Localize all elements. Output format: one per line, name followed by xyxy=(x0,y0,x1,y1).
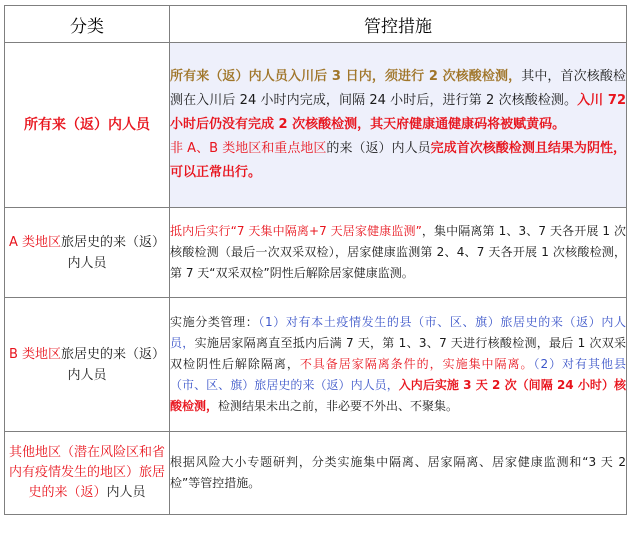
text-segment: 抵内后实行“7 天集中隔离+7 天居家健康监测” xyxy=(170,224,422,238)
header-measures: 管控措施 xyxy=(170,6,627,43)
measures-b-area xyxy=(170,298,627,432)
table-row xyxy=(5,43,627,208)
category-other-area xyxy=(5,432,170,515)
text-segment: （1）对有本土疫情发生的县（市、区、旗）旅居史的来（返）内人员， xyxy=(170,315,626,350)
table-row xyxy=(5,432,627,515)
header-category: 分类 xyxy=(5,6,170,43)
text-segment: 非 A、B 类地区和重点地区 xyxy=(170,141,327,156)
header-row xyxy=(5,6,627,43)
text-segment: 其他地区（潜在风险区和省内有疫情发生的地区）旅居史的来（返） xyxy=(8,445,165,500)
category-b-area xyxy=(5,298,170,432)
text-segment: B 类地区 xyxy=(8,346,62,362)
text-segment: （2）对有其他县（市、区、旗）旅居史的来（返）内人员， xyxy=(170,357,626,392)
measure-paragraph xyxy=(170,65,626,137)
text-segment-emphasis: 入内后实施 3 天 2 次（间隔 24 小时）核酸检测， xyxy=(170,378,626,413)
text-segment: 实施居家隔离直至抵内后满 7 天，第 1、3、7 天进行核酸检测，最后 1 次双采双检阴性后解除隔离， xyxy=(170,336,626,371)
text-segment-emphasis: 须进行 2 次核酸检测， xyxy=(384,69,522,84)
text-segment: 的来（返）内人员 xyxy=(326,141,431,156)
text-segment: 所有来（返）内人员入川后 3 日内， xyxy=(170,69,385,84)
measures-all-arrivals xyxy=(170,43,627,208)
measure-paragraph xyxy=(170,137,626,185)
category-a-area xyxy=(5,208,170,298)
text-segment: 不具备居家隔离条件的，实施集中隔离。 xyxy=(299,357,534,371)
category-all-arrivals: 所有来（返）内人员 xyxy=(5,43,170,208)
measures-other-area: 根据风险大小专题研判，分类实施集中隔离、居家隔离、居家健康监测和“3 天 2 检”等管控措施。 xyxy=(170,432,627,515)
text-segment: ，集中隔离第 1、3、7 天各开展 1 次核酸检测（最后一次双采双检），居家健康监测第 2、4、7 天各开展 1 次核酸检测，第 7 天“双采双检”阴性后解除居家健康监测。 xyxy=(170,224,626,280)
text-segment-warning: 入川 72 小时后仍没有完成 2 次核酸检测，其天府健康通健康码将被赋黄码。 xyxy=(170,93,626,132)
text-segment: 检测结果未出之前，非必要不外出、不聚集。 xyxy=(218,399,459,413)
control-measures-table xyxy=(4,5,627,515)
text-segment: 旅居史的来（返）内人员 xyxy=(61,346,166,383)
table-row xyxy=(5,208,627,298)
text-segment: A 类地区 xyxy=(8,234,61,250)
measures-a-area xyxy=(170,208,627,298)
text-segment: 其中，首次核酸检测在入川后 24 小时内完成，间隔 24 小时后，进行第 2 次核酸检测。 xyxy=(170,69,626,108)
text-segment-emphasis: 完成首次核酸检测且结果为阴性，可以正常出行。 xyxy=(170,141,626,180)
text-segment: 旅居史的来（返）内人员 xyxy=(61,234,166,271)
text-segment: 内人员 xyxy=(106,485,146,500)
table-row xyxy=(5,298,627,432)
text-segment: 实施分类管理： xyxy=(170,315,259,329)
